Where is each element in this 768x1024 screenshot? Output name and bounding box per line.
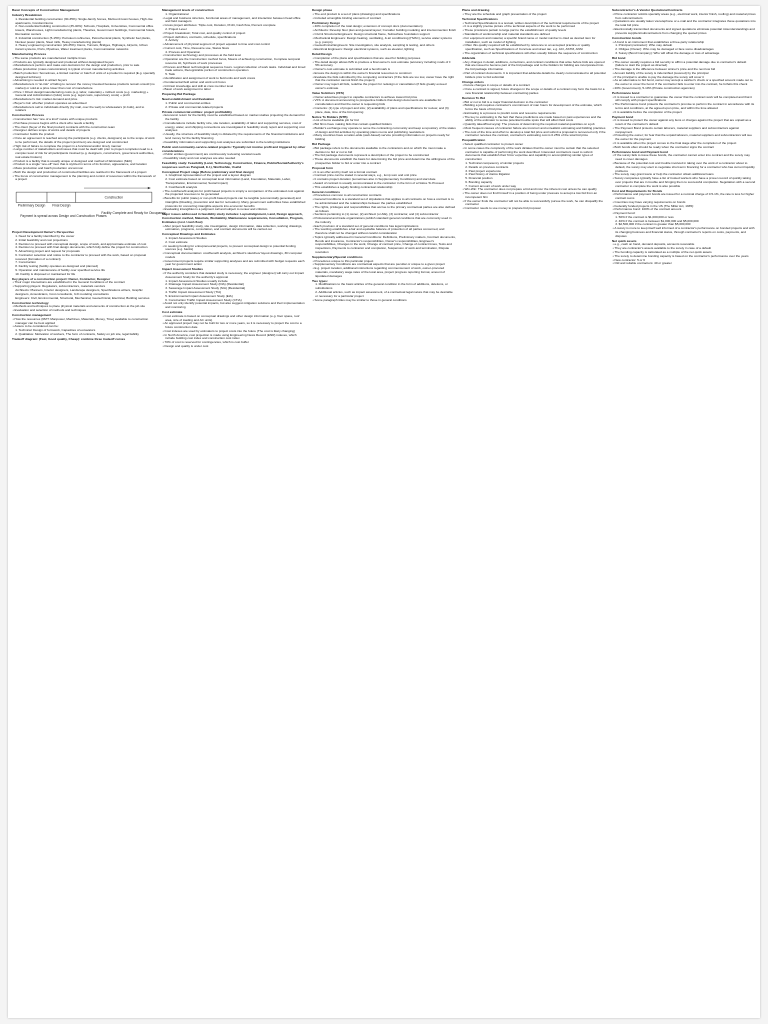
bullet-item: • 20% (Government), 5-10% (Private construction agencies): [612, 87, 756, 91]
section-heading: Bid Package: [312, 142, 331, 147]
bullet-item: • It is available before the completion of the project: [612, 111, 756, 115]
bullet-item: • Mass production (mass customization) is typical of most manufacturing activities: [12, 68, 156, 72]
section-heading: Technical Specifications: [462, 16, 498, 21]
bullet-item: • Supporting players: Regulators, subcontractors, materials vendors: [12, 285, 156, 289]
numbered-item: 4. Decision to proceed with final design documents, which fully define the project for construction: [15, 245, 148, 250]
bullet-item: • 70% of cost is reserved for contingencies, which is cost buffer: [162, 341, 306, 345]
bullet-item: • The Payment Bond protects certain laborers, material suppliers and subcontractors against nonpayment: [612, 127, 756, 135]
section-heading: Major issues addressed in feasibility study includes: Layout/alignment, Land, Design approach, Construction method, Materials, Workability, Maintenance requirements, Consultation, Program, Estimates (cost / cash flow): [162, 212, 304, 224]
bullet-item: • In seeking funding for entrepreneurial projects, to present conceptual design to potential funding sources (e.g. banks): [162, 245, 306, 253]
numbered-item: 2. Additional articles, such as impact assessment, of a contractual legal nature that may be desirable or necessary for a particular project: [315, 290, 453, 298]
bullet-item: • Included at tangible binding elements of contract: [312, 17, 456, 21]
numbered-item: 3. Cost/benefit analysis: [165, 184, 198, 189]
section-heading: Construction technology: [12, 300, 49, 305]
bullet-item: • Topics typically addressed in General Conditions: Definitions, Preliminary matters, Contract documents, Bonds and insurance, Contractor's responsibilities, Owner's responsibilities, Engineer's responsibilities, Changes in the work, Change of contract price, Change of contract times, Tests and inspections, Payments to contractor and completion, Suspension of work and termination, Dispute resolution: [312, 236, 456, 255]
section-heading: Decision To Bid: [462, 95, 486, 100]
bullet-item: • Surety companies typically have a list of trusted workers who have a proven record of quickly taking over projects that are in trouble and bringing them to successful completion. Negotiation with a second contractor to complete the work is also possible: [612, 177, 756, 188]
numbered-item: 6. Bonding capacity: [465, 179, 493, 184]
bullet-item: • Basic of work assignment to labor: [162, 88, 306, 92]
numbered-item: 7. Current amount of work under way: [465, 183, 517, 188]
bullet-item: • Contractor builds the product: [12, 133, 156, 137]
bullet-item: • Process and Basic technological sequence hours. Logical collection of work tasks. Individual and timed trade actions, Recognizable portion of construction operation: [162, 66, 306, 74]
bullet-item: • Bid or not to bid is a major financial decision to the contractor: [462, 101, 606, 105]
bullet-item: • Owner advertises project to capable contractors to achieve lowest bid price: [312, 96, 456, 100]
numbered-item: 2. Cost estimate based on conceptual level information (Land, Foundation, Materials, Labor, Transportation, Environmental, Social Impact): [165, 177, 291, 185]
section-heading: Cost estimate: [162, 310, 183, 315]
bullet-item: • Designer defines scope of works and details of projects: [12, 129, 156, 133]
section-heading: Conceptual Project stage (Before preliminary and final design): [162, 169, 254, 174]
bullet-item: • The bid package documents represent a description of the project to be constructed: [312, 154, 456, 158]
bullet-item: • Intrinsic knowledge and skill at crew member level: [162, 85, 306, 89]
bullet-item: • Government projects require similar supporting analyses and are submitted with budget requests each year for government action: [162, 260, 306, 268]
column-3: [312, 8, 456, 1016]
numbered-item: 4. Process and Operation: [165, 49, 201, 54]
bullet-item: • Owner may reject all bids, redefine the project for redesign or cancellation (if bids greatly exceed owner's estimate: [312, 83, 456, 91]
bullet-item: • The owner does not find himself in a position of being under pressure to accept a low bid from an incompetent firm: [462, 192, 606, 200]
bullet-item: • Cost indexes are used by estimators to project costs into the future (The cost is likely changing): [162, 330, 306, 334]
bullet-item: • The cost/benefit analysis for profit based projects is simply a comparison of the estimated cost against the projected revenues to be generated: [162, 190, 306, 198]
bullet-item: • Procedures unique to this particular project: [312, 260, 456, 264]
section-heading: General conditions: [312, 189, 341, 194]
section-heading: Construction Process: [12, 113, 45, 118]
bullet-item: • Advancement of physical segment of project equated to time and cost control: [162, 43, 306, 47]
numbered-item: 1. Impact Assessment Studies: [165, 236, 207, 241]
bullet-item: • Builder's exchange may operate to serve the contracting community and keep a repository of the status of design and bid activities by operating plans rooms and publishing newsletters: [312, 127, 456, 135]
bullet-item: • Their major interactions are established in the General Conditions of the contract: [12, 281, 156, 285]
bullet-item: • It contains project duration (sometimes also in Supplementary Conditions) and start date: [312, 178, 456, 182]
numbered-item: 3. Past project experience: [465, 168, 501, 173]
bullet-item: • VFS: A document announcing to prospective bidders that design documents are available for consideration and that the owner is requesting bids: [312, 99, 456, 107]
section-heading: Feasibility study: Feasibility (Land, Technology, Construction, Finance, Public/Social/Authority's responses such as Pungwall, E.I.), Worthwhile, Useful: [162, 160, 304, 169]
section-heading: Impact Assessment Studies: [162, 267, 203, 272]
bullet-item: • Bid firms have making bids that contain qualified bidders: [312, 123, 456, 127]
bullet-item: • Mass production and batch production uncommon: [12, 167, 156, 171]
section-heading: Prequalification: [462, 138, 486, 143]
numbered-item: 1. Organizational: [165, 11, 189, 16]
bullet-item: • Completion of the plans and specifications that are used for bidding purposes: [312, 57, 456, 61]
bullet-item: • Some paragraph titles may be similar to those in general conditions: [312, 299, 456, 303]
numbered-item: 1. Graphical representation of the project and a layout diagram: [165, 173, 252, 178]
section-heading: Change orders: [462, 79, 484, 84]
bullet-item: • List of items available job for bid: [312, 119, 456, 123]
numbered-item: 2. Drainage Impact Assessment Study (DIA) (Residential): [165, 282, 244, 287]
bullet-item: • Product is a single "one-off" item that is stylized in terms of its function, appearance, and location: [12, 163, 156, 167]
document-page: [8, 6, 760, 1018]
section-heading: Preliminary Design: [312, 20, 341, 25]
bullet-item: • Performance bond: 100% of the contract amount: [612, 208, 756, 212]
bullet-item: • Quantity takeoff/surveying: The process of determining the required material quantities on a job: [462, 123, 606, 127]
bullet-item: • The detail design allows IMS to produce a final owner's cost estimate (accuracy including mods of ± 5% accuracy: [312, 61, 456, 69]
section-heading: Design phase: [312, 8, 333, 13]
bullet-item: • Evaluation and selection of methods and techniques: [12, 309, 156, 313]
numbered-item: 3. Sewerage Impact Assessment Study (SIA) (Residential): [165, 286, 246, 291]
diagram-arrow-head: [148, 187, 151, 189]
bullet-item: • In North America, cost projection is made using Engineering News Record (ENR) indexes, which include building cost index and construction cost index: [162, 334, 306, 342]
bullet-item: • The surety to determine bonding capacity is based on the contractor's performance over the years: [612, 255, 756, 259]
bullet-item: • The organization of technical specifications will often usually follows the sequence of construction: [462, 52, 606, 56]
bullet-item: • Standards of workmanship and material standards are defined: [462, 33, 606, 37]
section-heading: Two types:: [312, 278, 328, 283]
bullet-item: • It is issued to protect the owner against any liens or charges against the project that are unpaid as a result of the contractor's default: [612, 119, 756, 127]
section-heading: Subcontractor's & Vendor Quotations/Contracts: [612, 8, 683, 13]
bullet-item: • Electrical Engineers: Design electrical systems, such as elevator, lighting: [312, 48, 456, 52]
phase-label-final: Final Design: [52, 203, 71, 208]
numbered-item: 1. Need for a facility identified by the owner: [15, 234, 75, 239]
bullet-item: • Performance and payment bonds are issued for a nominal charge of 0.5-1%, the rate is less for higher contract sums: [612, 193, 756, 201]
bullet-item: • Any changes in detail, additions, corrections, and contract conditions that arise before bids are opened that are issued to become part of the bid package and to the bidders for bidding are incorporated into the bid package information: [462, 61, 606, 72]
section-heading: Conceptual Drawings and Estimates: [162, 232, 216, 237]
bullet-item: • How the resources (6M'T: Manpower, Machines, Materials, Money, Time) available to construction manager can be best applied: [12, 318, 156, 326]
bullet-item: • It is issued to a contractor to guarantee the owner that the contract work will be completed and that it will comply with project specifications: [612, 96, 756, 104]
bullet-item: • Large number of stakeholders and issues that must be dealt with prior to project completion lead to a complex level of risk for all participants involved (e.g. designers, constructors, government authorities, real estate brokers): [12, 148, 156, 159]
section-heading: Performance bond and Payment bond: [612, 149, 668, 154]
bullet-item: • Construction has "one of a kind" nature with unique products: [12, 118, 156, 122]
numbered-item: Engineers: Civil, Environmental, Structural, Mechanical, Geotechnical, Electrical, Building services: [15, 295, 150, 300]
numbered-item: 4. Heavy engineering construction (20-25%): Dams, Tunnels, Bridges, Highways, Airports, Urban transit systems, Ports, Pipelines, Water treatment plants, Communication networks: [15, 43, 148, 52]
bullet-item: • Owner's cost estimate is submitted and a benchmark is: [312, 68, 456, 72]
bullet-item: • Evaluate the bids submitted by the competing contractors (If the bids are too low, owner have the right that the contractor cannot finish the project): [312, 76, 456, 84]
bullet-item: • The cost of the time and effort to develop a total bid price and submit a proposal is recovered only if the contractor receives the contract, contractor's estimating cost is 0.25% of the total bid price: [462, 131, 606, 139]
bullet-item: • The damage is the difference between winner's price and the next low bid: [612, 68, 756, 72]
numbered-item: 2. Qualitative: Motivation of workers, The form of contracts, Safety on job site, legal liability: [15, 331, 139, 336]
bullet-item: • These provisions pertain to large part to the establishment of quality levels: [462, 29, 606, 33]
bullet-item: • The bonding capacity is calculated as a multiple of the net quick assets: [612, 251, 756, 255]
section-heading: Performance bond: [612, 90, 640, 95]
numbered-item: 1. Public and commercial entities: [165, 100, 211, 105]
numbered-item: Architects: Planners, Interior designers, Landscape designers, Specifications writers, Graphic designers, Acousticians, Cost consultants, 3-D modeling consultants: [15, 288, 143, 296]
bullet-item: • Ensure the design is within the owner's financial resources to construct: [312, 72, 456, 76]
bullet-item: • As an alternative to bid bond, owner may accept a cashier's check or a specified amount made out to the owner to cover the bond. If the contractor fails to enter into the contract, he forfeits this check: [612, 79, 756, 87]
bullet-item: • Each provision of a standard set of general conditions has legal implications: [312, 225, 456, 229]
section-heading: Payment bond: [612, 114, 634, 119]
bullet-item: • A bond is an instrument that establishes a three-party relationship: [612, 41, 756, 45]
bullet-item: • Architects: Develop floor plan and general layout; Consider building modeling and interconnection finish: [312, 29, 456, 33]
bullet-item: • If the authority considers that detailed study is necessary, the engineer (designer) will carry out Impact Assessment Study for the authority's approval: [162, 272, 306, 280]
bullet-item: • Professional and trade organizations publish standard general conditions that are commonly used in the industry: [312, 217, 456, 225]
section-heading: Project Development Owner's Perspective: [12, 230, 74, 235]
section-heading: Notice To Bidders (NTB): [312, 114, 348, 119]
bullet-item: • Countries may have varying requirements on bonds: [612, 201, 756, 205]
bullet-item: • Purchase process begins with a client who needs a facility: [12, 122, 156, 126]
numbered-item: 2. Project Level: [165, 27, 187, 32]
payment-phase-diagram-svg: [12, 186, 166, 227]
bullet-item: • Product is a facility that is usually unique or designed and method of fabrication (SEC): [12, 160, 156, 164]
bullet-item: • e.g., cash on hand, demand deposits, accounts receivable: [612, 243, 756, 247]
bullet-item: • Electronically transmitted documents and signed quotations eliminate potential misunderstandings and prevents suppliers/subcontractors from changing the quoted prices: [612, 28, 756, 36]
bullet-item: • Avoid not only identify potential impacts, but also suggest mitigation solutions and their implementation and monitoring: [162, 302, 306, 310]
bullet-item: • E.g. project location, additional instructions regarding commencement of work, owner-procured materials, mandatory wage rates of the local area, project progress reporting format, amount of liquidated damages: [312, 267, 456, 278]
bullet-item: • High risk of failure to complete the project in a functional and/or timely manner: [12, 145, 156, 149]
phase-label-preliminary: Preliminary Design: [17, 203, 46, 208]
bullet-item: • Methods and techniques to place physical materials and elements of construction at the job site: [12, 305, 156, 309]
section-heading: Public and community-service-related projects: Typically not involve profit and triggered by other considerations: [162, 144, 306, 153]
bullet-item: • Current cost, Time, Resource use, Status flows: [162, 47, 306, 51]
bullet-item: • Part of contract documents. It is important that addenda details be clearly communicated to all potential bidders prior to bid submittal: [462, 72, 606, 80]
bullet-item: • It is an offer and by itself not a formal contract: [312, 171, 456, 175]
bullet-item: • Manufacturers sell to individuals directly (by mail, over the web) to wholesalers (in bulk), and to retailers: [12, 106, 156, 114]
bullet-item: • Technical Specifications is a textual, written description of the technical requirements of the project: [462, 22, 606, 26]
bullet-item: • Legal and business structure, functional areas of management, and interaction between head office and field managers: [162, 17, 306, 25]
bullet-item: • Project breakdown; Total cost, and quality control of project: [162, 32, 306, 36]
bullet-item: • Payment bond:: [612, 212, 756, 216]
bullet-item: • Geotechnical Engineers: Site investigation, site analysis, sampling & testing, and others: [312, 44, 456, 48]
bullet-item: • Contractor needs to use money to prepare bid proposal: [462, 207, 606, 211]
bullet-item: • Considerations include facility size, site location, availability of labor and supporting services, cost of energy, water, and shipping connections are investigated in feasibility study report and supporting cost analyses: [162, 122, 306, 133]
numbered-item: 3. $2,500,000 if the contract is greater than $5,000,000: [615, 222, 691, 227]
bullet-item: • Federally funded projects in the US (The Miller Act, 1935):: [612, 205, 756, 209]
bullet-item: • It is available when the project comes to the final stage after the completion of the project: [612, 142, 756, 146]
bullet-item: • Contents: (1) type of project and size; (2) availability of plans and specifications for review; and (3) place, date, time of the bid opening: [312, 107, 456, 115]
section-heading: Basic Concepts of Construction Management: [12, 8, 79, 13]
numbered-item: 5. Advertising project and request for proposals: [15, 249, 80, 254]
bullet-item: • Project definition, contracts, schedule, specifications: [162, 36, 306, 40]
section-heading: Value Solicitors (VFS): [312, 90, 344, 95]
diagram-caption-left: Payment is spread across Design and Construction Phases: [20, 214, 107, 219]
bullet-item: • A surety is more to keep itself well informed of a contractor's performance on bonded projects and with its changing business and financial status, through contractor's reports on costs, payments, and disputes: [612, 227, 756, 238]
bullet-item: • The Performance bond protects the contractor's promise to perform the contract in accordance with its terms and conditions, at the agreed upon price, and within the time allowed: [612, 103, 756, 111]
bullet-item: • General Conditions is a standard set of stipulations that applies to all contracts on how a contract is to be administrated and the relationships between the parties established: [312, 198, 456, 206]
bullet-item: • Win-Win: The contractor does not prepare a bid and incur the inherent cost unless he can qualify: [462, 188, 606, 192]
numbered-item: 1. Technical: Design of formwork, Capacities of excavators: [15, 328, 96, 333]
section-heading: Industry Breakdown: [12, 13, 42, 18]
bullet-item: • Bidding a job requires contractor's commitment of man hours for development of the estimate, which forms the basis of bid price: [462, 104, 606, 112]
bullet-item: • If the owner finds the contractor will not be able to successfully pursue the work, he can disqualify the contractor: [462, 200, 606, 208]
bullet-item: • Economic return for the facility must be established based on market studies projecting the demand for the facility: [162, 114, 306, 122]
numbered-item: 10. Facility is disposed or maintained for life: [15, 271, 76, 276]
numbered-item: 9. Operation and maintenance of facility over specified service life: [15, 268, 106, 272]
bullet-item: • Manufacturer's risk: market demand and price: [12, 98, 156, 102]
bullet-item: • The rights, privileges and responsibilities that accrue to the primary contractual parties are also defined as follows: [312, 206, 456, 214]
payment-phase-diagram: [12, 186, 166, 227]
bullet-item: • Both the design and production of constructed facilities are realized in the framework of a project: [12, 171, 156, 175]
numbered-item: 1. Residential building construction (30-35%): Single-family homes, Multi-unit town houses, High-rise apartments, Condominiums: [15, 16, 153, 25]
section-heading: Management levels of construction: [162, 8, 214, 13]
numbered-item: 4. Past history of claims litigation: [465, 172, 511, 177]
column-2: [162, 8, 306, 1016]
bullet-item: • Products are typically designed and produced without designated buyers: [12, 61, 156, 65]
bullet-item: • For equipment and material, a specific brand name or model number is cited as desired item for installation, such as model of lighting: [462, 37, 606, 45]
bullet-item: • Award of contract is usually communicated to the contractor in the form of a Notice To Proceed: [312, 182, 456, 186]
bullet-item: • Most frequent causes of contractor failure are incorrect and unrealistic estimating and bidding practices: [462, 127, 606, 131]
numbered-item: 3. Decision to proceed with conceptual design, scope of work, and approximate estimate of cost: [15, 241, 147, 246]
bullet-item: • Buyer's risk: whether product operates as advertised: [12, 102, 156, 106]
numbered-item: 1. Impact Assessment Studies usually include: [165, 278, 228, 283]
bullet-item: • Fundamental field action and work unit focus: [162, 81, 306, 85]
bullet-item: • Price = Direct design/manufacturing costs (e.g. labor, materials) + indirect costs (e.g. marketing) + General and Administration (G&A) costs (e.g. legal costs, supervisory costs) + profit: [12, 91, 156, 99]
bullet-item: • Once an agreement is reached among the participants (e.g. clients, designers) as to the scope of work to be performed, the details of the project (and item) are designed and constructed: [12, 137, 156, 145]
numbered-item: 1. 50% if the contract is $1,000,000 or less: [615, 214, 674, 219]
numbered-item: 3. Surety (Bond Company): Who will offset the damage or loss of advantage: [615, 50, 720, 55]
section-heading: Key players of a construction project: Owner, Contractor, Designer: [12, 276, 111, 281]
bullet-item: • Often this quality required will be established by reference to an accepted practice or quality specification, such as Specifications of Concrete and street tan, e.g. ACI, ASTM, ANSI: [462, 44, 606, 52]
bullet-item: • Future changes in scope or details of a contract: [462, 84, 606, 88]
bullet-item: • The same products are manufactured multiple times: [12, 57, 156, 61]
bullet-item: • Batch production: Sometimes, a limited number or batch of units of a product is required (E.g. specially designed turbines): [12, 72, 156, 80]
bullet-item: • Cost estimate is based on conceptual drawings and other design information (e.g. floor space, roof area, size of loading and AC units): [162, 315, 306, 323]
column-4: [462, 8, 606, 1016]
numbered-item: 2. Cost estimate: [165, 239, 188, 244]
column-1-bottom: [12, 231, 156, 341]
bullet-item: • Amount liability of the surety is indemnified (covered) by the principal: [612, 72, 756, 76]
bullet-item: • Select qualified contractor to protect owner: [462, 143, 606, 147]
bullet-item: • Public entities (government) are continuously reviewing societal needs: [162, 153, 306, 157]
bullet-item: • Mechanical Engineers: Design heating, ventilating, & air conditioning (HVAC), service water systems (e.g. pumps): [312, 37, 456, 45]
numbered-item: 2. 40% if the contract is between $1,000,000 and $5,000,000: [615, 218, 699, 223]
numbered-item: 5. Environmental Impact Assessment Study (EIA): [165, 293, 233, 298]
numbered-item: 1. Modifications to the basic articles of the general condition in the form of additions, deletions, or substitutions: [315, 282, 448, 291]
bullet-item: • If the principal is unable to pay the damage the surety will cover it: [612, 76, 756, 80]
bullet-item: • Feasibility study and cost analyses are also needed: [162, 157, 306, 161]
numbered-item: 5. Financial position: [465, 176, 493, 181]
column-1: [12, 8, 166, 1016]
bullet-item: • Evaluating intangibles is a judgment call and subject to review and criticism: [162, 208, 306, 212]
bullet-item: • Bid package refers to the documents available to the contractors and on which the must make a decision to bid or not to bid: [312, 147, 456, 155]
section-heading: Tradeoff diagram: (Fast, Good quality, Cheap): combine three tradeoff curves: [12, 336, 126, 341]
bullet-item: • Once a contract is signed, future changes in the scope or details of a contract may form the basis for a new financial relationship between contracting parties: [462, 88, 606, 96]
section-heading: Supplementary/Special conditions: [312, 254, 363, 259]
bullet-item: • Advertising is needed to attract buyers: [12, 79, 156, 83]
numbered-item: 3. Industrial construction (5-15%): Petroleum refineries, Petrochemical plants, Synthetic fuel plants, Nuclear power plants, Steel mills, Heavy manufacturing plants): [15, 35, 151, 44]
bullet-item: • Conceptual documentation: cost/benefit analysis, architect's sketches/ layout drawings, 3D computer models: [162, 252, 306, 260]
bullet-item: • The owner usually requires a bid security to affirm a potential damage due to contractor's default (failure to start the project as directed): [612, 61, 756, 69]
section-heading: Construction management: [12, 312, 52, 317]
section-heading: Manufacturing Process: [12, 51, 47, 56]
bullet-item: • Assure to be considered can be:: [12, 325, 156, 329]
bullet-item: • 40% completion of the total design; extension of concept docs (documentation): [312, 25, 456, 29]
bullet-item: • Identification and assignment of work to field units and work crews: [162, 77, 306, 81]
numbered-item: 2. Private and commercial-related projects: [165, 104, 224, 109]
section-heading: Detail Design: [312, 51, 332, 56]
column-5: [612, 8, 756, 1016]
bullet-item: • The focus of construction management is the planning and control of resources within the framework of a project: [12, 175, 156, 183]
section-heading: Preparing Bid Package: [162, 92, 196, 97]
section-heading: Net quick assets: [612, 238, 637, 243]
bullet-item: • In some cases the complexity of the work dictates that the owner must be certain that the selected contractor is capable of performing the work described. Interested contractors need to submit documents that establish their firms' expertise and capability in accomplishing similar types of construction: [462, 147, 606, 162]
numbered-item: 4. Traffic Impact Assessment Study (TIA): [165, 290, 222, 294]
section-heading: Cost and Requirements for Bonds: [612, 188, 663, 193]
bullet-item: • An approved project may not be built for two or more years, so it is necessary to project the cost to a future construction date: [162, 322, 306, 330]
bullet-item: • The surety may grant loans or help the contractor obtain additional loans: [612, 173, 756, 177]
numbered-item: 1. Principal (contractor): Who may default: [615, 43, 673, 48]
numbered-item: 2. Obligee (Owner): Who may be damaged or face some disadvantages: [615, 47, 714, 52]
section-heading: Proposal form: [312, 165, 333, 170]
bullet-item: • The key to estimating is the fact that these predictions are made based on past experiences and the ability of the estimator to sense potential trouble spots that will affect field costs: [462, 116, 606, 124]
numbered-item: 2. Details on previous contracts: [465, 164, 509, 169]
bullet-item: • Prime contractor solicits specialty areas (e.g., electrical work, interior finish, roofing) and material prices from subcontractors: [612, 13, 756, 21]
bullet-item: • They are contractor's assets available to the surety in case of a default: [612, 247, 756, 251]
bullet-item: • Manufacturers in "at-risk" of failing to recover the money invested because products remain unsold (no market) or sold at a price lower than cost of manufacture: [12, 83, 156, 91]
numbered-item: 6. Contractor selection and notice to the contractor to proceed with the work, based on proposal received (formation of a contract): [15, 252, 147, 261]
numbered-item: 5. Task: [165, 72, 175, 77]
bullet-item: • Both bonds often should be ready when the contractor signs the contract: [612, 146, 756, 150]
bullet-item: • New contractor: 5 or 6: [612, 259, 756, 263]
bullet-item: • Design and quality is under cost: [162, 345, 306, 349]
phase-label-construction: Construction: [104, 195, 124, 200]
bullet-item: • Benefits for public (state) or non-profit based projects can be tangible (economically generated) and intangible (Roading, prevention and law for recreation). Many government authorities have established protocols for converting intangible aspects into economic benefits: [162, 197, 306, 208]
bullet-item: • This establishes a legally binding contractual relationship: [312, 186, 456, 190]
bullet-item: • Protecting the owner; for fear that the unpaid laborers, material suppliers and subcontractors will sue the owner for the payment: [612, 134, 756, 142]
numbered-item: 6. Construction Traffic Impact Assessment Study (CTIA): [165, 297, 242, 302]
bullet-item: • Construction technology and processes at the field level: [162, 54, 306, 58]
bullet-item: • Contract price can be stated in several ways, e.g., lump sum and unit price: [312, 174, 456, 178]
bullet-item: • Supplementary Conditions are contractual aspects that are peculiar or unique to a given project: [312, 263, 456, 267]
bullet-item: • Because of the potential cost and trouble involved in taking over the work of a contractor about to default, the surety may elect to negotiate short-term financing for a contractor who has current liquidity problems: [612, 162, 756, 173]
bullet-item: • Procedures common to all construction contracts: [312, 194, 456, 198]
bullet-item: • The end product is a set of plans (drawings) and specifications: [312, 13, 456, 17]
bullet-item: • Operation are the Construction method focus, Means of achieving construction, Complete temporal resource kit, Synthesis of work processes: [162, 58, 306, 66]
bullet-item: • Estimating is a process to predict costs and resource requirements: [462, 112, 606, 116]
bullet-item: • Sections pertaining to (1) owner, (2) architect (or AIE), (3) contractor, and (4) subcontractor: [312, 213, 456, 217]
diagram-caption-right: Facility Complete and Ready for Occupancy: [101, 210, 166, 215]
bullet-item: • Gross project attributes: Triple cost, Duration, Profit, Cash flow, Percent complete: [162, 24, 306, 28]
bullet-item: • If the surety fails to issue these bonds, the contractor cannot enter into contract and the surety may need to cover damages: [612, 154, 756, 162]
bullet-item: • Manufacturers perform and make own decisions for the design and production, prior to sale: [12, 64, 156, 68]
section-heading: Bid bond: [612, 55, 626, 60]
section-heading: Plans and drawing: [462, 8, 490, 13]
bullet-item: • It is a slightly precise picture of the technical aspects of the work to be performed: [462, 25, 606, 29]
bullet-item: • They are the schedule and graph presentation of the project: [462, 13, 606, 17]
section-heading: Construction bonds: [612, 35, 642, 40]
section-heading: Private commercial entities: project profitability: [162, 109, 232, 114]
bullet-item: • These documents establish the basis for determining the bid price and determine the willingness of the prospective bidder to bid or enter into a contract: [312, 158, 456, 166]
bullet-item: • The wording establishes a fair and equitable balance of protection of all parties concerned, and therefore shall not be changed without careful consideration: [312, 228, 456, 236]
bullet-item: • Old and reliable contractors: 40 or greater: [612, 262, 756, 266]
bullet-item: • Usually, the structure of feasibility study is dictated by the requirements of the financial institutions and lend money for the facility financing: [162, 133, 306, 141]
numbered-item: 1. Technical competency of similar projects: [465, 160, 524, 165]
section-heading: Addenda: [462, 55, 476, 60]
bullet-item: • Many countries have a nation-wide (web-based) service providing information on projects ready for bidding: [312, 134, 456, 142]
bullet-item: • Civil & Structural Engineers: Design structural frame, Subsurface foundation support: [312, 33, 456, 37]
bullet-item: • Quotations are usually taken via telephone or e-mail and the contractor integrates these quotations into the total bid price: [612, 20, 756, 28]
bullet-item: • The client (buyer of the final product) contracts with the construction team: [12, 126, 156, 130]
numbered-item: 2. Non-residential building construction (35-40%): Schools, Hospitals, Universities, Commercial office towers, Warehouses, Light manufacturing plants, Theatres, Government buildings, Commercial hotels, Recreation centers: [15, 24, 156, 36]
bullet-item: • Feasibility information and supporting cost analyses are submitted to the lending institutions: [162, 141, 306, 145]
numbered-item: 3. Activity: [165, 38, 179, 43]
numbered-item: 7. Construction: [15, 260, 36, 265]
numbered-item: 2. Initial feasibility and cost projections: [15, 237, 68, 242]
section-heading: Need establishment and Evaluation: [162, 97, 215, 102]
bullet-item: • After project feasibility study, site investigation, design information, data collection, working drawings, estimation, programs, consultation, and contract documents will be carried out: [162, 225, 306, 233]
column-1-top: [12, 9, 156, 182]
numbered-item: 8. Facility testing (facility operates as designed and planned): [15, 264, 99, 269]
